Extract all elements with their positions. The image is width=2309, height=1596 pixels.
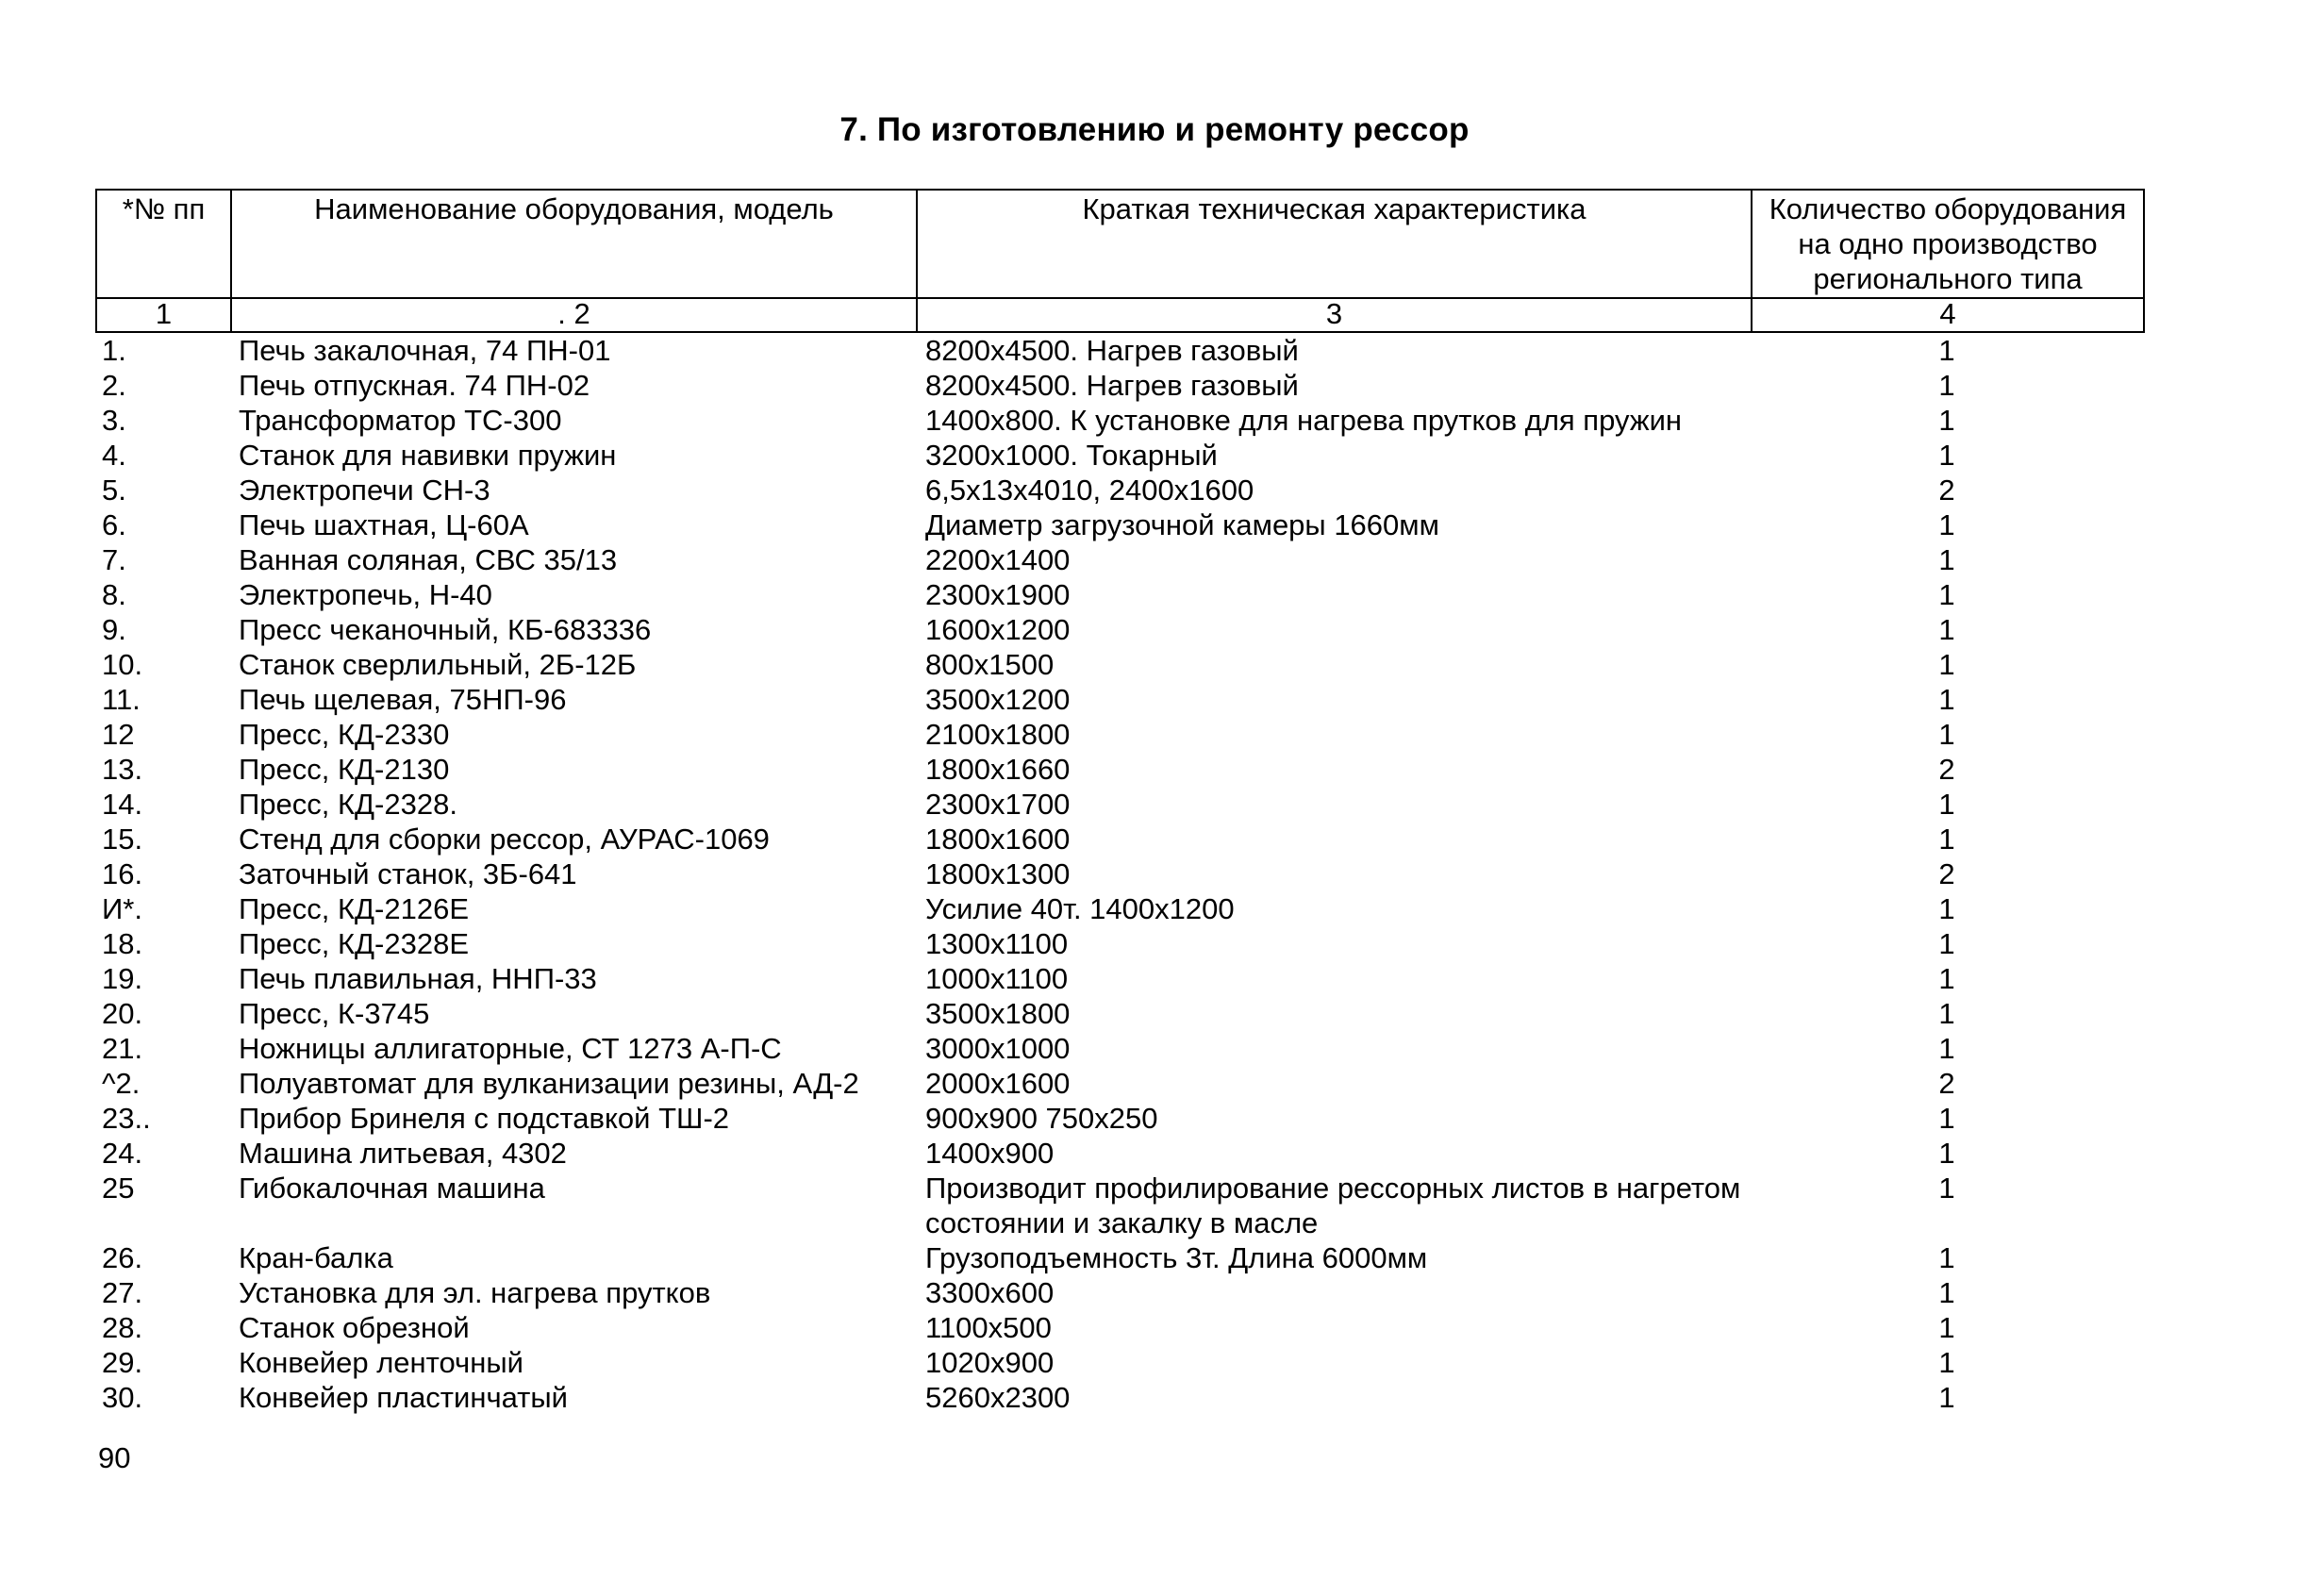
equipment-table	[95, 333, 2143, 1415]
quantity: 1	[1938, 1137, 1955, 1170]
table-row	[95, 717, 2143, 752]
quantity: 1	[1938, 1346, 1955, 1379]
row-number: 24.	[102, 1137, 143, 1170]
row-number: 13.	[102, 753, 143, 786]
row-number: 26.	[102, 1241, 143, 1274]
equipment-name: Станок для навивки пружин	[239, 439, 617, 472]
specification: 1020x900	[925, 1346, 1055, 1379]
quantity: 1	[1938, 718, 1955, 751]
table-row	[95, 368, 2143, 403]
equipment-name: Пресс чеканочный, КБ-683336	[239, 613, 652, 646]
quantity: 2	[1938, 474, 1955, 507]
quantity: 2	[1938, 857, 1955, 890]
quantity: 1	[1938, 823, 1955, 856]
page-number: 90	[98, 1441, 131, 1474]
table-row	[95, 612, 2143, 647]
quantity: 1	[1938, 1102, 1955, 1135]
equipment-name: Ванная соляная, СВС 35/13	[239, 543, 618, 576]
specification: Производит профилирование рессорных листов в нагретом состоянии и закалку в масле	[925, 1172, 1741, 1239]
row-number: 8.	[102, 578, 126, 611]
specification: 2100x1800	[925, 718, 1071, 751]
equipment-name: Машина литьевая, 4302	[239, 1137, 567, 1170]
row-number: 20.	[102, 997, 143, 1030]
table-row	[95, 507, 2143, 542]
table-row	[95, 996, 2143, 1031]
row-number: 28.	[102, 1311, 143, 1344]
table-row	[95, 403, 2143, 438]
row-number: 6.	[102, 508, 126, 541]
quantity: 1	[1938, 1172, 1955, 1205]
equipment-name: Электропечи СН-3	[239, 474, 490, 507]
specification: 5260x2300	[925, 1381, 1071, 1414]
equipment-name: Полуавтомат для вулканизации резины, АД-2	[239, 1067, 859, 1100]
equipment-rows	[95, 333, 2143, 1415]
specification: 1800x1600	[925, 823, 1071, 856]
row-number: 2.	[102, 369, 126, 402]
header-quantity-line-3: регионального типа	[1813, 262, 2083, 295]
equipment-name: Печь плавильная, ННП-33	[239, 962, 597, 995]
table-row	[95, 682, 2143, 717]
equipment-name: Трансформатор ТС-300	[239, 404, 562, 437]
row-number: 15.	[102, 823, 143, 856]
equipment-name: Станок сверлильный, 2Б-12Б	[239, 648, 637, 681]
table-row	[95, 647, 2143, 682]
row-number: 30.	[102, 1381, 143, 1414]
row-number: 7.	[102, 543, 126, 576]
row-number: 10.	[102, 648, 143, 681]
quantity: 1	[1938, 1241, 1955, 1274]
quantity: 2	[1938, 1067, 1955, 1100]
table-row	[95, 1031, 2143, 1066]
quantity: 1	[1938, 1311, 1955, 1344]
quantity: 1	[1938, 927, 1955, 960]
specification: Усилие 40т. 1400x1200	[925, 892, 1235, 925]
column-number-row	[96, 298, 2144, 332]
row-number: 11.	[102, 683, 141, 716]
quantity: 1	[1938, 404, 1955, 437]
column-number-4: 4	[1752, 298, 2144, 332]
header-quantity	[1752, 190, 2144, 298]
column-number-1: 1	[96, 298, 231, 332]
equipment-name: Заточный станок, 3Б-641	[239, 857, 577, 890]
equipment-name: Пресс, КД-2328Е	[239, 927, 470, 960]
table-row	[95, 1101, 2143, 1136]
equipment-name: Печь отпускная. 74 ПН-02	[239, 369, 590, 402]
table-row	[95, 577, 2143, 612]
quantity: 1	[1938, 369, 1955, 402]
table-row	[95, 1380, 2143, 1415]
table-row	[95, 1171, 2143, 1240]
specification: 6,5x13x4010, 2400x1600	[925, 474, 1254, 507]
page-title: 7. По изготовлению и ремонту рессор	[839, 111, 1470, 148]
equipment-name: Электропечь, Н-40	[239, 578, 492, 611]
table-row	[95, 1345, 2143, 1380]
table-row	[95, 473, 2143, 507]
equipment-name: Ножницы аллигаторные, СТ 1273 А-П-С	[239, 1032, 782, 1065]
equipment-name: Пресс, КД-2130	[239, 753, 450, 786]
quantity: 1	[1938, 543, 1955, 576]
table-row	[95, 1310, 2143, 1345]
table-row	[95, 822, 2143, 856]
specification: 2300x1900	[925, 578, 1071, 611]
row-number: 23..	[102, 1102, 151, 1135]
quantity: 2	[1938, 753, 1955, 786]
specification: Диаметр загрузочной камеры 1660мм	[925, 508, 1439, 541]
equipment-name: Станок обрезной	[239, 1311, 470, 1344]
row-number: 1.	[102, 334, 126, 367]
header-number: *№ пп	[96, 190, 231, 298]
row-number: 16.	[102, 857, 143, 890]
row-number: 4.	[102, 439, 126, 472]
specification: 1100x500	[925, 1311, 1052, 1344]
equipment-name: Печь закалочная, 74 ПН-01	[239, 334, 611, 367]
row-number: 9.	[102, 613, 126, 646]
equipment-name: Гибокалочная машина	[239, 1172, 545, 1205]
header-specification: Краткая техническая характеристика	[917, 190, 1752, 298]
row-number: 5.	[102, 474, 126, 507]
specification: 1400x800. К установке для нагрева прутков для пружин	[925, 404, 1683, 437]
table-row	[95, 1136, 2143, 1171]
table-row	[95, 1240, 2143, 1275]
column-number-3: 3	[917, 298, 1752, 332]
equipment-name: Кран-балка	[239, 1241, 393, 1274]
quantity: 1	[1938, 439, 1955, 472]
table-row	[95, 1066, 2143, 1101]
equipment-name: Конвейер ленточный	[239, 1346, 523, 1379]
quantity: 1	[1938, 892, 1955, 925]
quantity: 1	[1938, 648, 1955, 681]
quantity: 1	[1938, 1276, 1955, 1309]
specification: 800x1500	[925, 648, 1055, 681]
table-row	[95, 926, 2143, 961]
row-number: 27.	[102, 1276, 143, 1309]
specification: 3500x1200	[925, 683, 1071, 716]
column-number-2: . 2	[231, 298, 917, 332]
equipment-name: Пресс, КД-2328.	[239, 788, 457, 821]
row-number: 25	[102, 1172, 135, 1205]
header-row	[96, 190, 2144, 298]
table-row	[95, 438, 2143, 473]
equipment-name: Печь щелевая, 75НП-96	[239, 683, 567, 716]
specification: 1600x1200	[925, 613, 1071, 646]
equipment-name: Пресс, КД-2330	[239, 718, 450, 751]
row-number: ^2.	[102, 1067, 141, 1100]
specification: 1300x1100	[925, 927, 1069, 960]
table-row	[95, 961, 2143, 996]
specification: 8200x4500. Нагрев газовый	[925, 369, 1299, 402]
equipment-name: Стенд для сборки рессор, АУРАС-1069	[239, 823, 770, 856]
specification: 1800x1300	[925, 857, 1071, 890]
specification: 2300x1700	[925, 788, 1071, 821]
specification: 8200x4500. Нагрев газовый	[925, 334, 1299, 367]
table-row	[95, 891, 2143, 926]
quantity: 1	[1938, 997, 1955, 1030]
equipment-name: Конвейер пластинчатый	[239, 1381, 568, 1414]
equipment-name: Печь шахтная, Ц-60А	[239, 508, 529, 541]
header-quantity-line-2: на одно производство	[1798, 227, 2098, 260]
quantity: 1	[1938, 1032, 1955, 1065]
specification: 2000x1600	[925, 1067, 1071, 1100]
row-number: 29.	[102, 1346, 143, 1379]
row-number: 14.	[102, 788, 143, 821]
row-number: 3.	[102, 404, 126, 437]
table-row	[95, 787, 2143, 822]
table-row	[95, 1275, 2143, 1310]
table-row	[95, 333, 2143, 368]
quantity: 1	[1938, 508, 1955, 541]
quantity: 1	[1938, 1381, 1955, 1414]
specification: 3200x1000. Токарный	[925, 439, 1218, 472]
row-number: 19.	[102, 962, 143, 995]
row-number: 21.	[102, 1032, 143, 1065]
header-quantity-line-1: Количество оборудования	[1769, 192, 2127, 225]
specification: Грузоподъемность 3т. Длина 6000мм	[925, 1241, 1428, 1274]
quantity: 1	[1938, 683, 1955, 716]
equipment-name: Пресс, КД-2126Е	[239, 892, 470, 925]
row-number: И*.	[102, 892, 142, 925]
row-number: 18.	[102, 927, 143, 960]
quantity: 1	[1938, 578, 1955, 611]
quantity: 1	[1938, 613, 1955, 646]
table-row	[95, 752, 2143, 787]
quantity: 1	[1938, 788, 1955, 821]
table-row	[95, 856, 2143, 891]
specification: 900x900 750x250	[925, 1102, 1158, 1135]
table-row	[95, 542, 2143, 577]
specification: 1800x1660	[925, 753, 1071, 786]
equipment-name: Установка для эл. нагрева прутков	[239, 1276, 711, 1309]
quantity: 1	[1938, 334, 1955, 367]
specification: 3300x600	[925, 1276, 1055, 1309]
header-equipment-name: Наименование оборудования, модель	[231, 190, 917, 298]
quantity: 1	[1938, 962, 1955, 995]
specification: 3000x1000	[925, 1032, 1071, 1065]
specification: 2200x1400	[925, 543, 1071, 576]
equipment-name: Прибор Бринеля с подставкой ТШ-2	[239, 1102, 730, 1135]
specification: 1000x1100	[925, 962, 1069, 995]
equipment-name: Пресс, К-3745	[239, 997, 430, 1030]
specification: 3500x1800	[925, 997, 1071, 1030]
specification: 1400x900	[925, 1137, 1055, 1170]
row-number: 12	[102, 718, 135, 751]
table-header	[95, 189, 2145, 333]
